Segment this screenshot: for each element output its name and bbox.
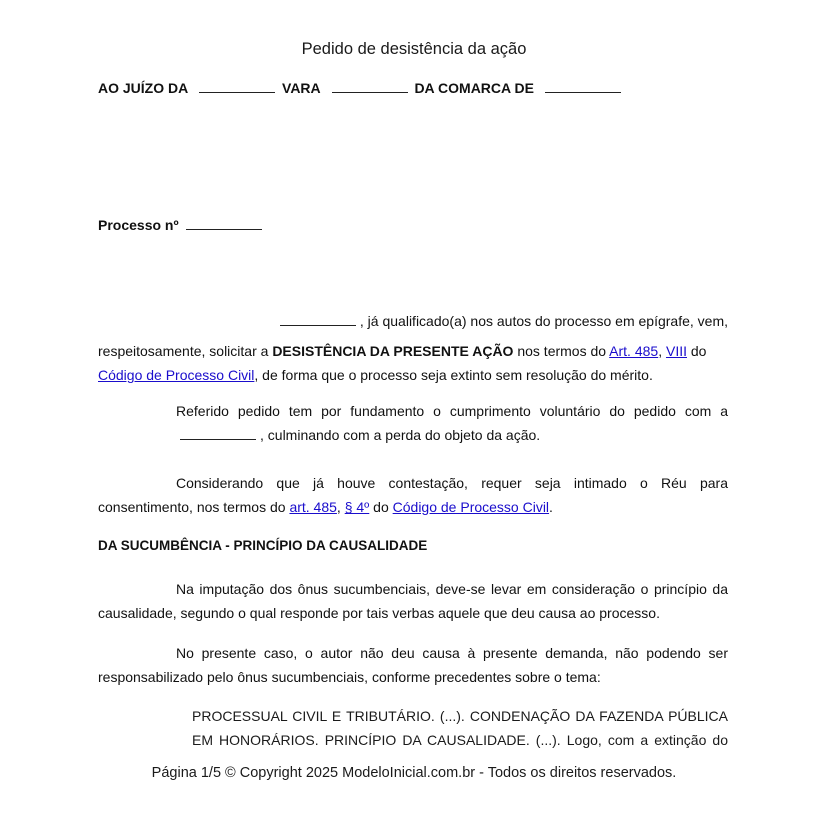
- paragraph-2-line-2: [176, 423, 728, 447]
- link-codigo-processo-civil-2[interactable]: Código de Processo Civil: [392, 499, 550, 515]
- paragraph-3: [98, 471, 728, 519]
- page-footer: Página 1/5 © Copyright 2025 ModeloInicial.com.br - Todos os direitos reservados.: [151, 765, 677, 781]
- comarca-blank: [545, 82, 621, 93]
- quote-line-2: EM HONORÁRIOS. PRINCÍPIO DA CAUSALIDADE. (...). Logo, com a extinção do: [192, 732, 728, 748]
- link-art-485-lower[interactable]: art. 485: [289, 499, 337, 515]
- processo-line: [98, 217, 728, 233]
- text: ,: [336, 499, 345, 515]
- link-paragrafo-4[interactable]: § 4º: [344, 499, 370, 515]
- juizo-blank: [199, 82, 275, 93]
- jurisprudence-quote: [192, 704, 728, 752]
- quote-line-1: PROCESSUAL CIVIL E TRIBUTÁRIO. (...). CONDENAÇÃO DA FAZENDA PÚBLICA: [192, 708, 728, 724]
- party-name-blank: [280, 315, 356, 326]
- processo-label: Processo nº: [98, 217, 179, 233]
- paragraph-2-line-1: Referido pedido tem por fundamento o cumprimento voluntário do pedido com a: [176, 403, 728, 419]
- text: do: [369, 499, 393, 515]
- link-codigo-processo-civil[interactable]: Código de Processo Civil: [98, 367, 255, 383]
- link-art-485[interactable]: Art. 485: [609, 343, 659, 359]
- desistencia-bold: DESISTÊNCIA DA PRESENTE AÇÃO: [272, 343, 514, 359]
- vara-blank: [332, 82, 408, 93]
- paragraph-2-blank: [180, 429, 256, 440]
- paragraph-4: Na imputação dos ônus sucumbenciais, deve-se levar em consideração o princípio da causalidade, segundo o qual responde por tais verbas aquele que deu causa ao processo.: [98, 581, 728, 621]
- juizo-label: AO JUÍZO DA: [98, 80, 189, 96]
- vara-label: VARA: [282, 80, 321, 96]
- court-header: [98, 80, 728, 96]
- text: , de forma que o processo seja extinto sem resolução do mérito.: [254, 367, 653, 383]
- text: , culminando com a perda do objeto da ação.: [260, 427, 541, 443]
- section-heading: DA SUCUMBÊNCIA - PRINCÍPIO DA CAUSALIDADE: [98, 538, 428, 553]
- paragraph-1-line-1: [98, 309, 728, 333]
- text: do: [687, 343, 707, 359]
- text: .: [549, 499, 553, 515]
- paragraph-1-intro: , já qualificado(a) nos autos do processo em epígrafe, vem,: [359, 313, 728, 329]
- processo-blank: [186, 219, 262, 230]
- text: Considerando que já houve contestação, requer seja intimado o Réu para consentimento, nos termos do: [98, 475, 728, 515]
- comarca-label: DA COMARCA DE: [414, 80, 534, 96]
- link-viii[interactable]: VIII: [665, 343, 687, 359]
- document-title: Pedido de desistência da ação: [301, 40, 527, 58]
- text: ,: [658, 343, 666, 359]
- text: nos termos do: [513, 343, 610, 359]
- paragraph-5: No presente caso, o autor não deu causa à presente demanda, não podendo ser responsabilizado pelo ônus sucumbenciais, conforme precedentes sobre o tema:: [98, 645, 728, 685]
- paragraph-1-body: [98, 339, 728, 387]
- paragraph-2: [176, 399, 728, 447]
- text: respeitosamente, solicitar a: [98, 343, 273, 359]
